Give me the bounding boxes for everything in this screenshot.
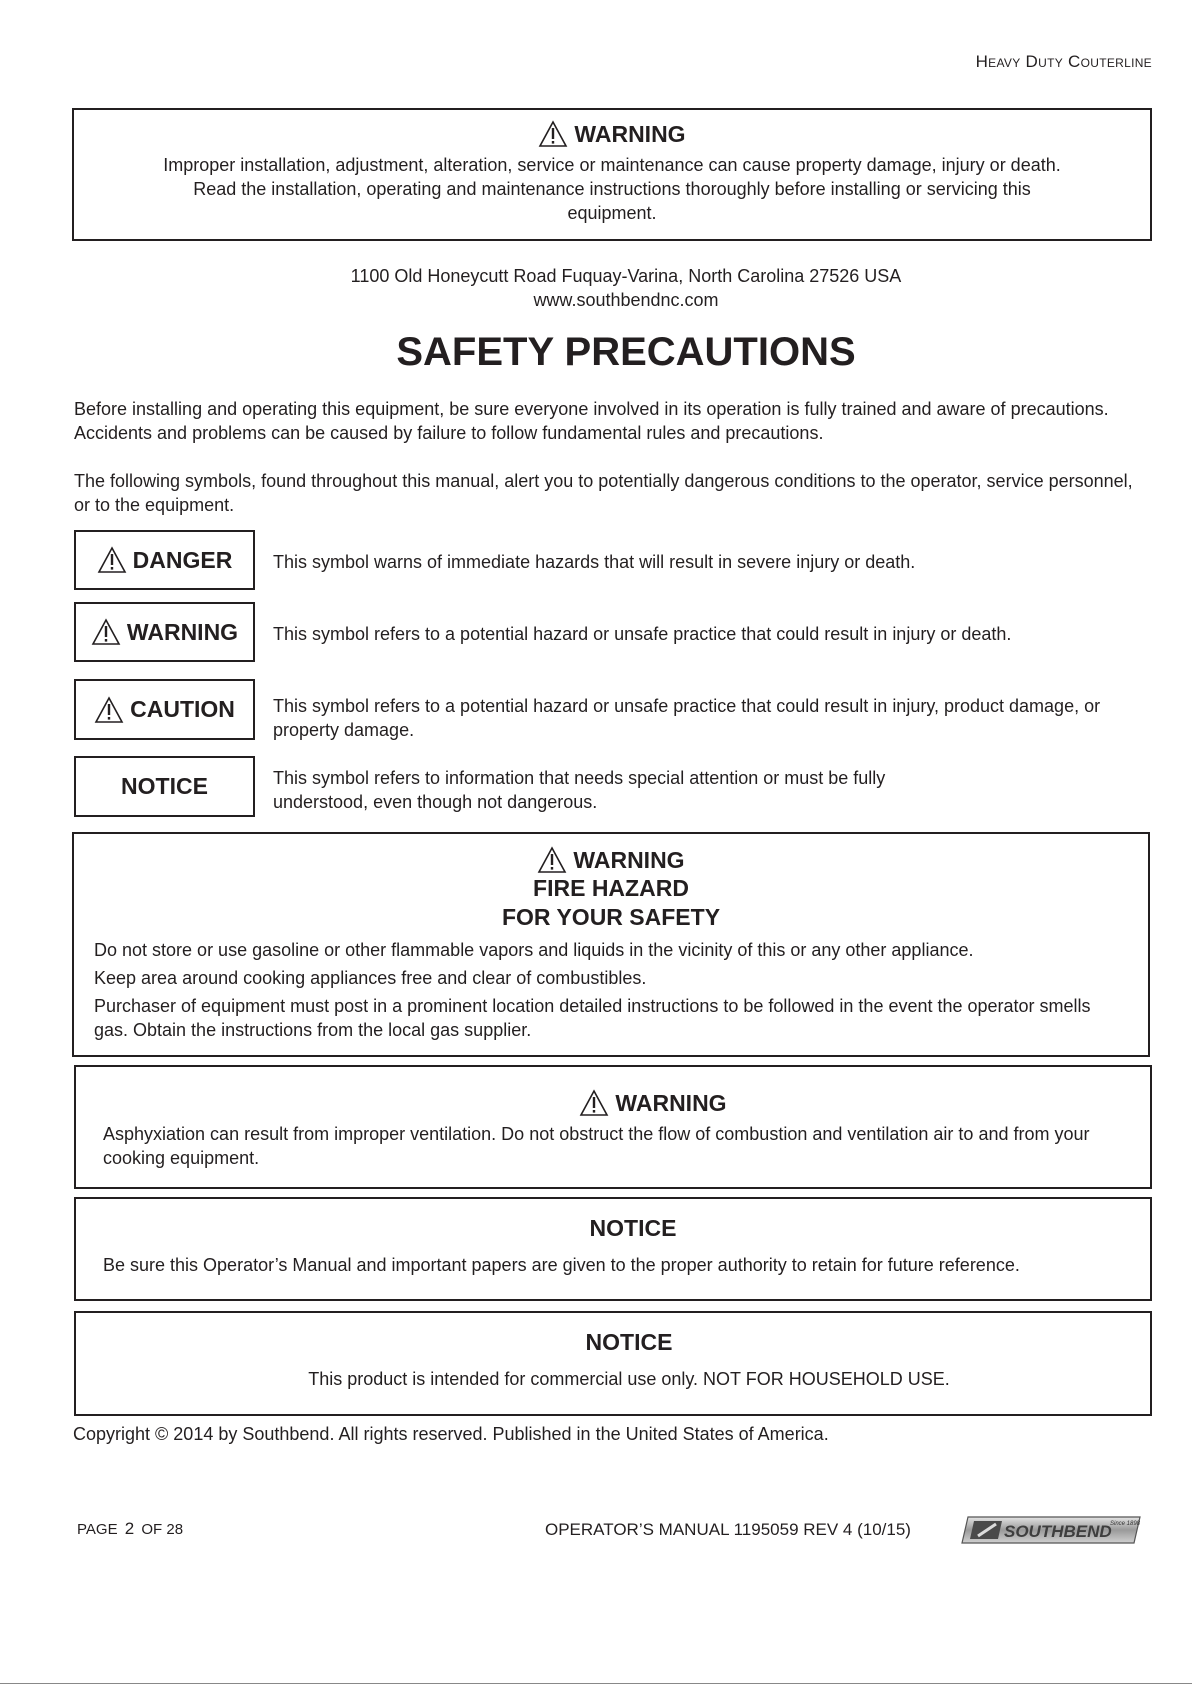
logo-since: Since 1898 [1110, 1521, 1141, 1527]
notice-box-commercial [74, 1311, 1152, 1416]
page-number [77, 1519, 183, 1539]
for-your-safety-title: FOR YOUR SAFETY [501, 904, 721, 930]
intro-paragraph-1: Before installing and operating this equipment, be sure everyone involved in its operation is fully trained and aware of precautions. Accidents and problems can be caused by failure to follow fundamental rules and precautions. [74, 399, 1109, 443]
warning-box-fire-hazard [72, 832, 1150, 1057]
notice-text: Be sure this Operator’s Manual and important papers are given to the proper authority to retain for future reference. [103, 1255, 1020, 1275]
section-title: SAFETY PRECAUTIONS [396, 330, 856, 374]
symbol-label-warning [74, 602, 255, 662]
notice-heading: NOTICE [585, 1329, 673, 1355]
warning-heading-text: WARNING [573, 847, 685, 873]
symbol-label-text: WARNING [126, 618, 239, 645]
warning-triangle-icon [97, 546, 127, 574]
website-link[interactable]: www.southbendnc.com [533, 290, 719, 310]
asphyxiation-text: Asphyxiation can result from improper ventilation. Do not obstruct the flow of combustion and ventilation air to and from your cooking equipment. [103, 1124, 1090, 1168]
warning-heading [74, 846, 1148, 874]
symbol-description-caution: This symbol refers to a potential hazard or unsafe practice that could result in injury, product damage, or property damage. [273, 696, 1101, 740]
running-header-text: Heavy Duty Couterline [975, 52, 1152, 71]
warning-box-asphyxiation [74, 1065, 1152, 1189]
intro-paragraph-2: The following symbols, found throughout this manual, alert you to potentially dangerous conditions to the operator, service personnel, or to the equipment. [74, 471, 1133, 515]
warning-triangle-icon [91, 618, 121, 646]
page-current: 2 [124, 1519, 135, 1538]
running-header [976, 52, 1152, 72]
symbol-label-notice [74, 756, 255, 817]
warning-heading-text: WARNING [615, 1090, 727, 1116]
page-prefix: PAGE [77, 1521, 118, 1538]
page-total: OF 28 [141, 1521, 184, 1538]
symbol-label-text: DANGER [132, 546, 233, 573]
warning-heading [74, 120, 1150, 148]
symbol-label-text: CAUTION [130, 696, 235, 722]
warning-heading-text: WARNING [574, 121, 686, 147]
logo-text: SOUTHBEND [1004, 1522, 1112, 1541]
bottom-divider [0, 1683, 1192, 1684]
notice-text: This product is intended for commercial use only. NOT FOR HOUSEHOLD USE. [308, 1369, 950, 1389]
symbol-description-danger: This symbol warns of immediate hazards that will result in severe injury or death. [273, 552, 916, 572]
symbol-label-text: NOTICE [121, 773, 208, 799]
warning-triangle-icon [537, 846, 567, 874]
warning-triangle-icon [579, 1089, 609, 1117]
warning-triangle-icon [538, 120, 568, 148]
manual-reference: OPERATOR’S MANUAL 1195059 REV 4 (10/15) [545, 1520, 911, 1539]
fire-warning-item: Keep area around cooking appliances free and clear of combustibles. [94, 968, 647, 988]
warning-box-installation [72, 108, 1152, 241]
symbol-label-danger [74, 530, 255, 590]
fire-warning-item: Do not store or use gasoline or other flammable vapors and liquids in the vicinity of this or any other appliance. [94, 940, 974, 960]
warning-heading [76, 1089, 1150, 1117]
warning-triangle-icon [94, 696, 124, 724]
address-block [0, 264, 1192, 312]
symbol-label-caution [74, 679, 255, 740]
address-line: 1100 Old Honeycutt Road Fuquay-Varina, North Carolina 27526 USA [350, 266, 902, 286]
copyright-text: Copyright © 2014 by Southbend. All rights reserved. Published in the United States of America. [73, 1424, 829, 1444]
notice-heading: NOTICE [589, 1215, 677, 1241]
notice-box-manual [74, 1197, 1152, 1301]
southbend-logo [958, 1515, 1146, 1545]
fire-hazard-title: FIRE HAZARD [533, 875, 689, 901]
symbol-description-notice: This symbol refers to information that needs special attention or must be fully understood, even though not dangerous. [273, 768, 886, 812]
fire-warning-item: Purchaser of equipment must post in a prominent location detailed instructions to be followed in the event the operator smells gas. Obtain the instructions from the local gas supplier. [94, 996, 1091, 1040]
warning-text: Improper installation, adjustment, alteration, service or maintenance can cause property damage, injury or death. Read the installation, operating and maintenance instructions thoroughly before installing or servicing this equipment. [163, 155, 1061, 223]
symbol-description-warning: This symbol refers to a potential hazard or unsafe practice that could result in injury or death. [273, 624, 1012, 644]
